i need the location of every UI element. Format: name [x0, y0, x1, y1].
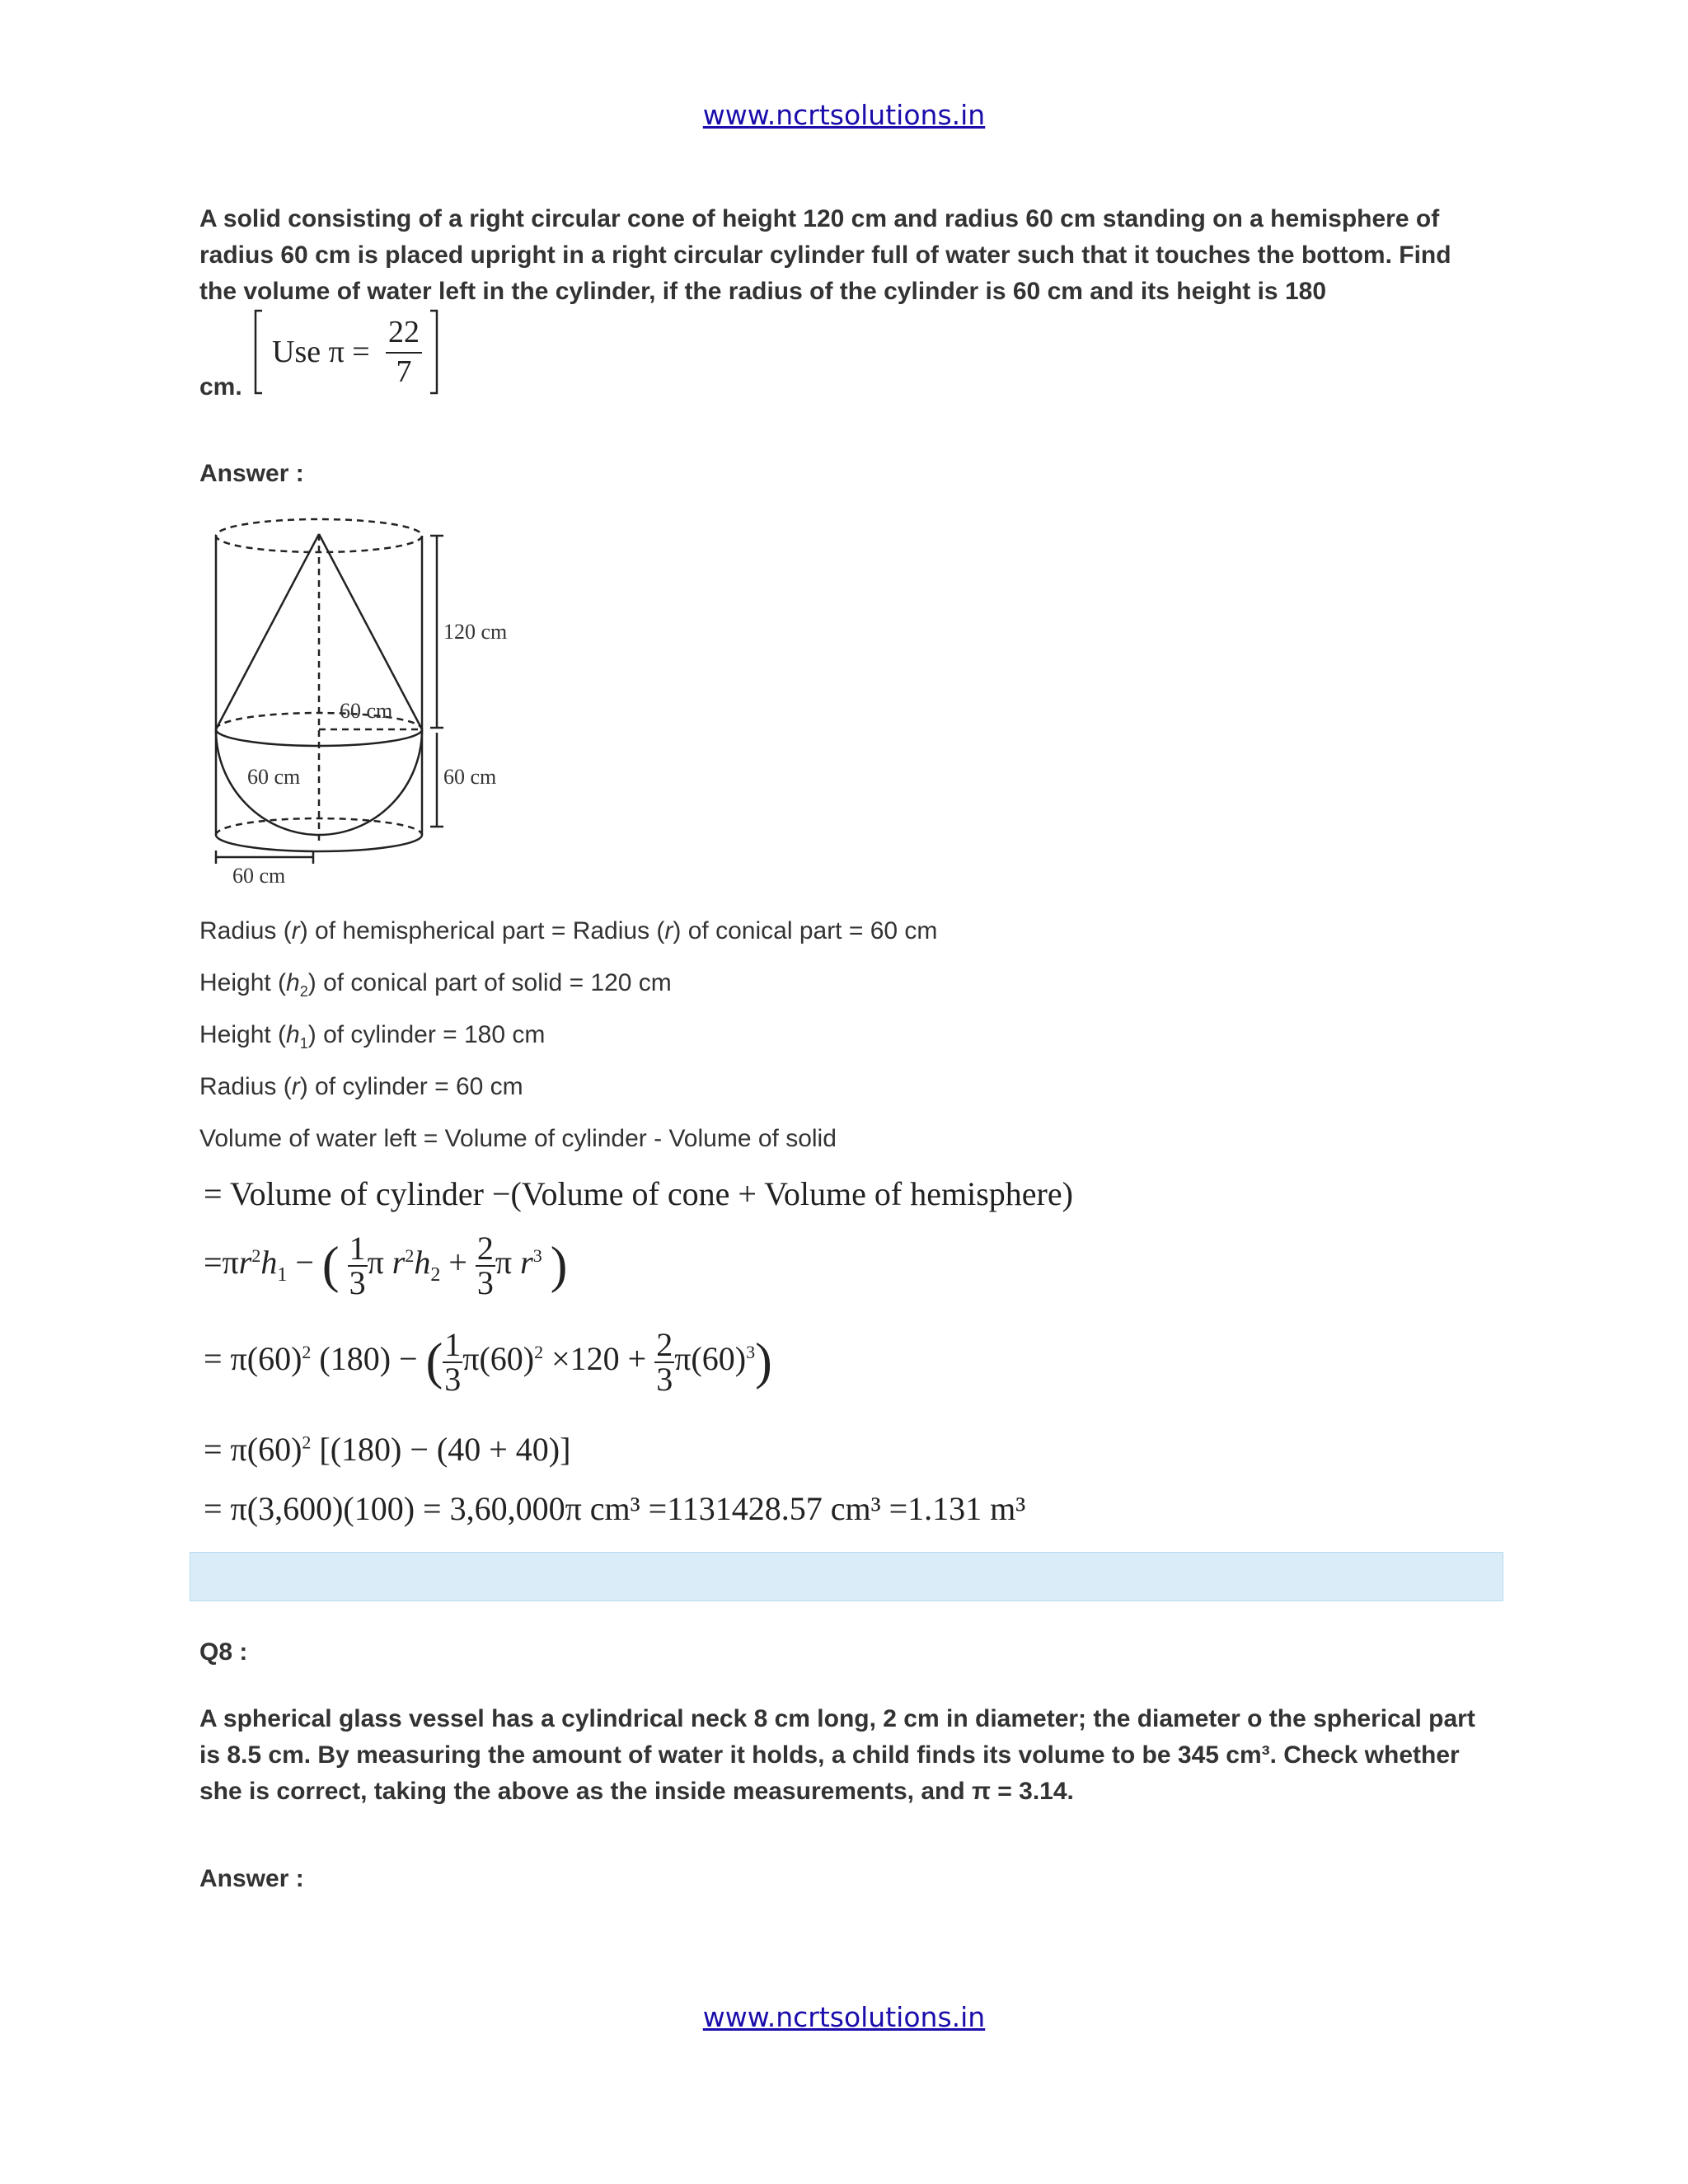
question-line: radius 60 cm is placed upright in a right circular cylinder full of water such that it touches the bottom. Find: [199, 241, 1451, 269]
given-line-3: Height $(h_1)$ of cylinder = 180 cm: [199, 1021, 546, 1052]
given-line-1: Radius (r) of hemispherical part = Radius (r) of conical part = 60 cm: [199, 917, 938, 944]
label-cone-height: 120 cm: [443, 620, 508, 644]
footer-site-link[interactable]: www.ncrtsolutions.in: [702, 2001, 986, 2033]
label-cylinder-radius: 60 cm: [232, 864, 286, 888]
equation-line-1: = Volume of cylinder −(Volume of cone + Volume of hemisphere): [204, 1175, 1073, 1212]
given-line-4: Radius (r) of cylinder = 60 cm: [199, 1073, 523, 1100]
use-pi-numerator: 22: [388, 315, 420, 349]
equation-line-5: = π(3,600)(100) = 3,60,000π cm³ =1131428.57 cm³ =1.131 m³: [204, 1490, 1026, 1527]
equation-line-3: = $\pi(60)^2$ (180) − ( $\frac{1}{3}$ $\pi(60)^2 \times 120$ + $\frac{2}{3}$ $\pi(60)^3$): [204, 1326, 772, 1398]
question-line: the volume of water left in the cylinder, if the radius of the cylinder is 60 cm and its height is 180: [199, 278, 1327, 305]
question-line: A spherical glass vessel has a cylindrical neck 8 cm long, 2 cm in diameter; the diameter o the spherical part: [199, 1705, 1475, 1732]
given-line-2: Height $(h_2)$ of conical part of solid = 120 cm: [199, 969, 672, 1000]
separator-band: [190, 1552, 1503, 1601]
question-text: [199, 201, 1502, 310]
label-hemisphere-height: 60 cm: [443, 765, 497, 789]
header-site-link[interactable]: www.ncrtsolutions.in: [702, 99, 986, 131]
use-pi-note: [254, 307, 440, 396]
question-line: she is correct, taking the above as the inside measurements, and π = 3.14.: [199, 1778, 1074, 1805]
cone-hemisphere-cylinder-figure: [198, 507, 544, 902]
answer-label: Answer :: [199, 460, 304, 487]
q8-label: Q8 :: [199, 1638, 248, 1666]
use-pi-prefix: Use π =: [272, 335, 370, 369]
equation-line-2: $=\pi r^2h_1$ − ( $\frac{1}{3}$ π $r^2h_2$ + $\frac{2}{3}$ π $r^3$ ): [204, 1230, 568, 1301]
equation-line-4: = $\pi(60)^2$ [(180) − (40 + 40)]: [204, 1431, 571, 1468]
label-cone-radius: 60 cm: [340, 699, 393, 723]
question-line: is 8.5 cm. By measuring the amount of water it holds, a child finds its volume to be 345 cm³. Check whether: [199, 1741, 1460, 1769]
q8-question-text: [199, 1701, 1518, 1810]
use-pi-denominator: 7: [396, 354, 412, 389]
question-line: A solid consisting of a right circular cone of height 120 cm and radius 60 cm standing on a hemisphere of: [199, 205, 1440, 232]
q8-answer-label: Answer :: [199, 1865, 304, 1892]
label-hemisphere-radius: 60 cm: [247, 765, 301, 789]
given-line-5: Volume of water left = Volume of cylinder - Volume of solid: [199, 1125, 837, 1152]
question-end: cm.: [199, 373, 242, 401]
